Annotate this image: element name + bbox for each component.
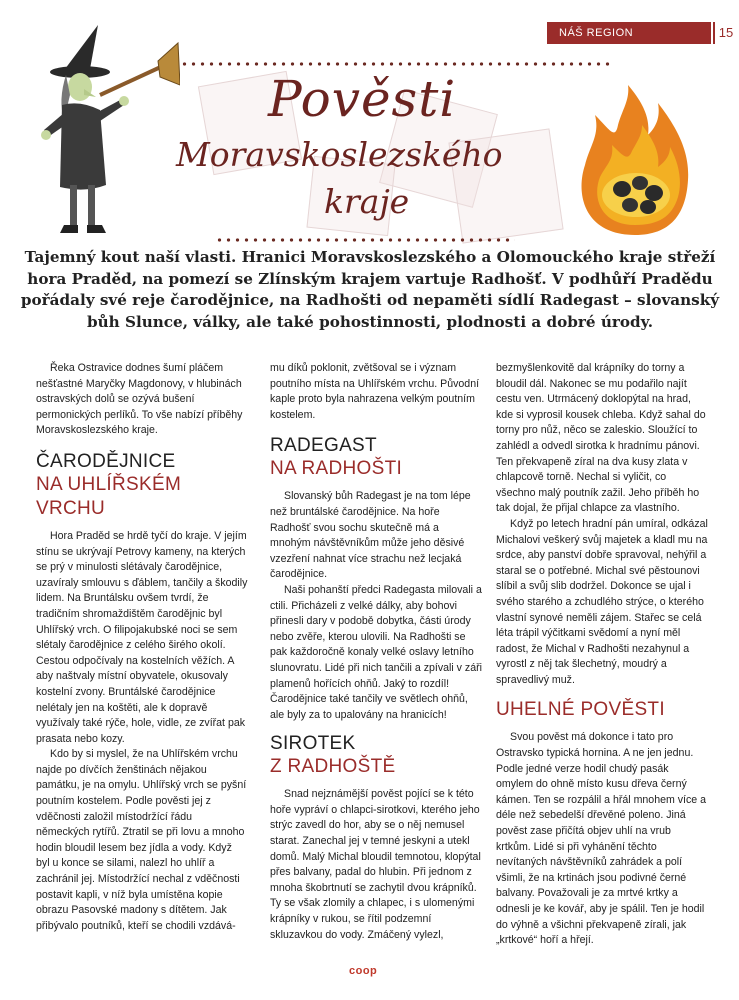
body-paragraph: Kdo by si myslel, že na Uhlířském vrchu najde po dívčích ženštinách nějakou památku, je na omylu. Uhlířský vrch se pyšní poutním kostelem. Podle pověsti jej z vděčnosti založil místodržící řádu německých rytířů. Ztratil se při lovu a mnoho hodin bloudil lesem bez jídla a vody. Když byl u konce se silami, nalezl ho uhlíř a zachránil jej. Místodržící nechal z vděčnosti postavit kapli, v níž byla umístěna kopie obrazu Pasovské madony s dítětem. Jak přibývalo poutníků, kteří se chodili vzdává- — [36, 748, 247, 932]
body-paragraph: Naši pohanští předci Radegasta milovali a ctili. Přicházeli z velké dálky, aby bohovi přinesli dary v podobě dobytka, části úrody nebo zvěře, kterou ulovili. Na Radhošti se pak každoročně konaly velké oslavy letního slunovratu. Lidé při nich tančili a zpívali v záři plamenů hořících ohňů. Jaký to rozdíl! Čarodějnice také tančily ve světlech ohňů, ale byly za to upalovány na hranicích! — [270, 583, 482, 721]
section-subheading: NA UHLÍŘSKÉM VRCHU — [36, 473, 182, 519]
intro-paragraph: Řeka Ostravice dodnes šumí pláčem nešťastné Maryčky Magdonovy, v hlubinách ostravských dolů se ozývá bušení permonických perlíků. To vše nabízí příběhy Moravskoslezského kraje. — [36, 362, 243, 437]
article-column-3 — [496, 361, 708, 949]
page-number: 15 — [711, 22, 739, 44]
coop-logo: coop — [349, 965, 378, 977]
section-heading: RADEGAST — [270, 435, 377, 457]
flaming-coal-illustration — [570, 85, 700, 240]
body-paragraph: Hora Praděd se hrdě tyčí do kraje. V jejím stínu se ukrývají Petrovy kameny, na kterých se prý v minulosti slétávaly čarodějnice, uzavíraly smlouvu s ďáblem, tančily a škodily lidem. Na Bruntálsku ovšem tvrdí, že tradičním shromaždištěm čarodějnic byl Uhlířský vrch. O filipojakubské noci se sem slétaly čarodějnice z celého širého okolí. Cestou odpočívaly na kostelních věžích. A aby naštvaly místní obyvatele, okusovaly kostelní zvony. Bruntálské čarodějnice nelétaly jen na koštěti, ale k dopravě využívaly také rýče, hole, vidle, ze zvířat pak prasata nebo kozy. — [36, 529, 248, 745]
body-paragraph: Když po letech hradní pán umíral, odkázal Michalovi veškerý svůj majetek a kladl mu na srdce, aby panství dobře spravoval, nehýřil a staral se o potřebné. Michal své pěstounovi slíbil a svůj slib dodržel. Dokonce se ujal i svého starého a zchudlého strýce, o kterého vlastní synové neměli zájem. Stařec se celá léta trápil výčitkami svědomí a nyní měl radost, že Michal v Radhošti nezahynul a vyrostl z něj tak šlechetný, moudrý a spravedlivý muž. — [496, 517, 708, 686]
section-heading: SIROTEK — [270, 733, 356, 755]
lead-paragraph: Tajemný kout naší vlasti. Hranici Moravskoslezského a Olomouckého kraje střeží hora Praděd, na pomezí se Zlínským krajem vartuje Radhošť. V podhůří Pradědu pořádaly své reje čarodějnice, na Radhošti od nepaměti sídlí Radegast – slovanský bůh Slunce, války, ale také pohostinnosti, plodnosti a dobré úrody. — [20, 248, 720, 331]
dotted-line-bottom — [215, 237, 515, 243]
section-heading: ČARODĚJNICE — [36, 450, 176, 472]
title-line-1: Pověsti — [268, 70, 457, 128]
page-header — [547, 22, 739, 44]
article-column-2 — [270, 361, 482, 943]
article-column-1 — [36, 361, 248, 934]
body-paragraph: Slovanský bůh Radegast je na tom lépe než bruntálské čarodějnice. Na hoře Radhošť svou sochu skutečně má a mnohým návštěvníkům může jeho děsivé vzezření nahnat více strachu než lecjaká čarodějnice. — [270, 490, 471, 581]
section-subheading: UHELNÉ POVĚSTI — [496, 699, 665, 721]
title-line-3: kraje — [324, 182, 410, 221]
body-paragraph: mu díků poklonit, zvětšoval se i význam poutního místa na Uhlířském vrchu. Původní kaple proto byla nahrazena velkým poutním kostelem. — [270, 362, 480, 421]
section-subheading: NA RADHOŠTI — [270, 458, 403, 480]
dotted-line-top — [162, 61, 612, 67]
body-paragraph: Svou pověst má dokonce i tato pro Ostravsko typická hornina. A ne jen jednu. Podle jedné verze hodil chudý pasák omylem do ohně místo kusu dřeva černý kámen. Ten se rozpálil a hřál mnohem více a déle než sebedelší dřevěné poleno. Jiná pověst zase přičítá objev uhlí na vrub krtkům. Lidé si při vyhánění těchto nevítaných návštěvníků zahrádek a polí všimli, že na krtinách jsou podivné černé balvany. Považovali je za mrtvé krtky a odnesli je ke kovář, aby je spálil. Ten je hodil do výhně a všichni překvapeně zírali, jak „krtkové“ hoří a hřejí. — [496, 731, 707, 947]
section-subheading: Z RADHOŠTĚ — [270, 756, 396, 778]
witch-on-broom-illustration — [40, 25, 180, 250]
body-paragraph: bezmyšlenkovitě dal krápníky do torny a bloudil dál. Nakonec se mu podařilo najít cestu ven. Utrmácený doklopýtal na hrad, kde si vyprosil kousek chleba. Když sahal do torny pro nůž, něco se zaleskio. Sloužící to zahlédl a odvedl sirotka k hradnímu pánovi. Ten překvapeně zíral na dva kusy zlata v chlapcově torně. Nechal si vyličit, co všechno malý poutník zažil. Jeho příběh ho tak dojal, že přijal chlapce za vlastního. — [496, 362, 706, 515]
section-label: NÁŠ REGION — [547, 22, 711, 44]
title-line-2: Moravskoslezského — [176, 135, 503, 174]
body-paragraph: Snad nejznámější pověst pojící se k této hoře vypráví o chlapci-sirotkovi, kterého jeho strýc zavedl do hor, aby se o něj nemusel starat. Zanechal jej v temné jeskyni a utekl domů. Malý Michal bloudil temnotou, klopýtal přes balvany, padal do hlubin. Při jednom z mnoha škobrtnutí se zachytil dvou krápníků. Ty se však zlomily a chlapec, i s ulomenými krápníky v rukou, se řítil podzemní skluzavkou do vody. Zmáčený vylezl, — [270, 788, 481, 941]
